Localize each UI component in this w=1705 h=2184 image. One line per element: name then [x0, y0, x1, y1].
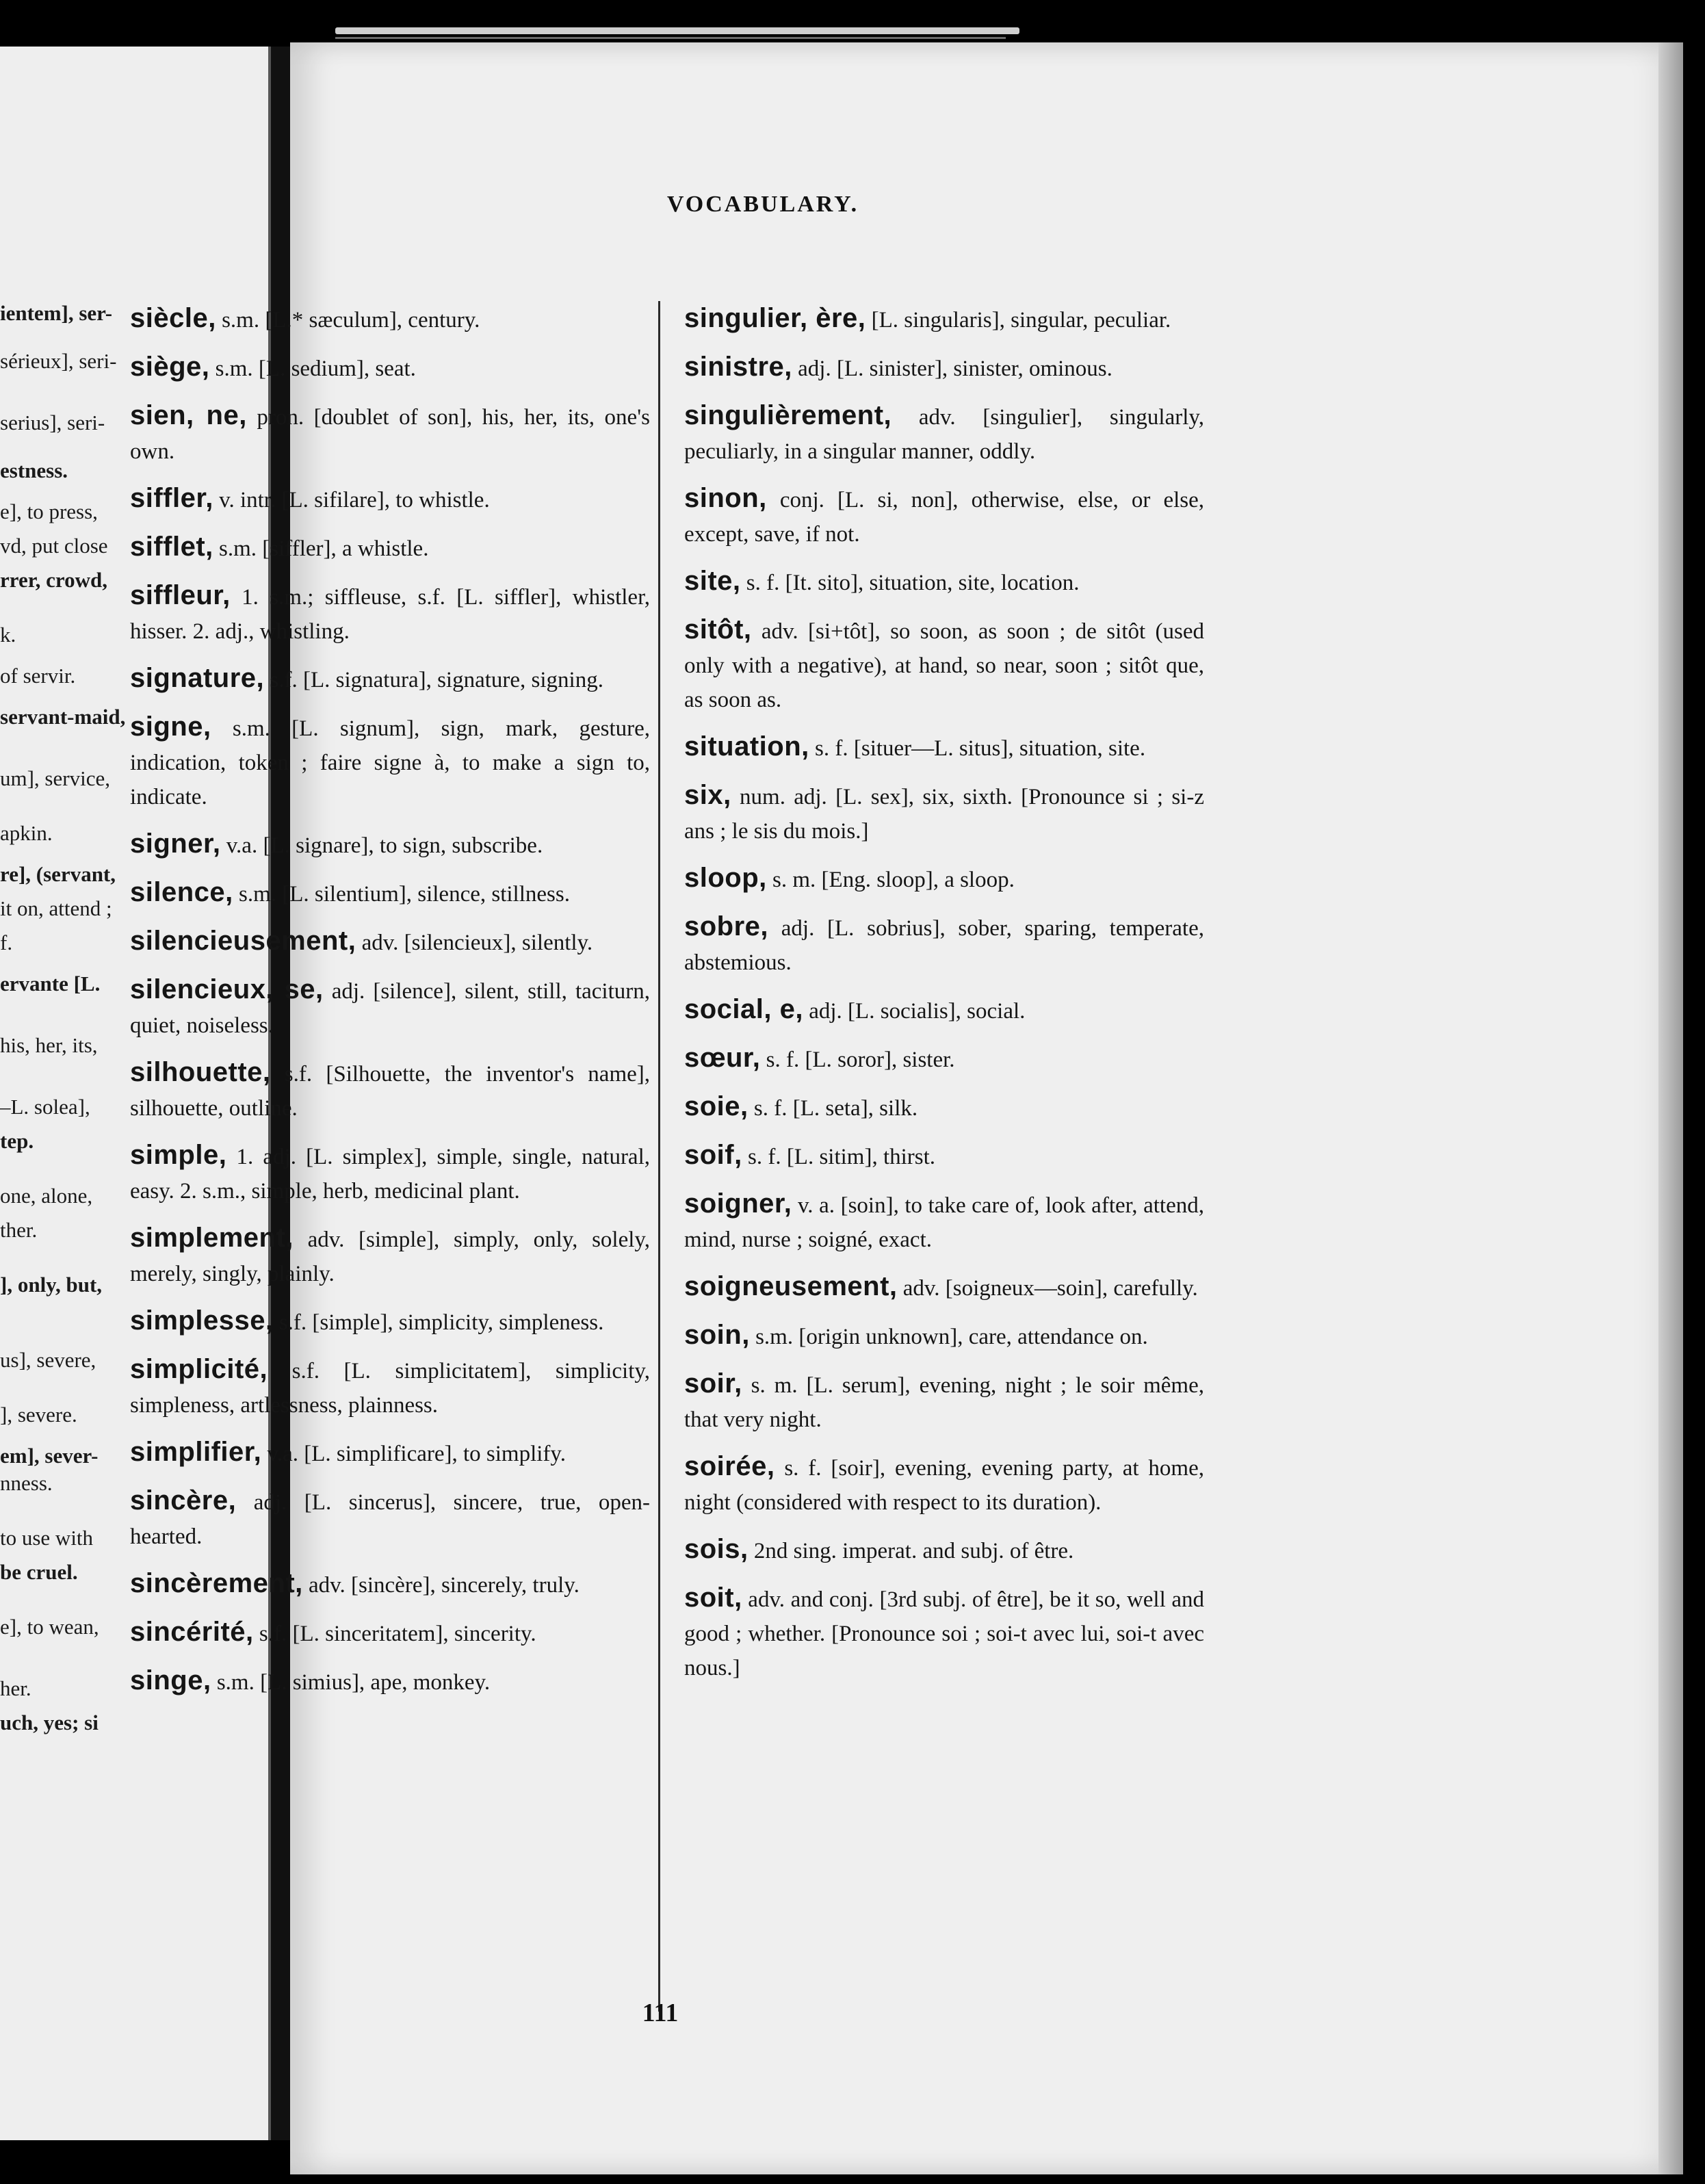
- entry-definition: s.f. [L. signatura], signature, signing.: [264, 668, 603, 692]
- entry-definition: s.f. [simple], simplicity, simpleness.: [273, 1310, 604, 1335]
- dictionary-entry: [130, 1352, 650, 1422]
- left-page-fragment: f.: [0, 931, 13, 954]
- dictionary-entry: [684, 909, 1204, 980]
- dictionary-entry: [684, 1318, 1204, 1354]
- dictionary-entry: [130, 578, 650, 649]
- page-number: 111: [642, 1999, 679, 2027]
- binding-rule-shadow: [335, 37, 1006, 39]
- entry-definition: conj. [L. si, non], otherwise, else, or else, except, save, if not.: [684, 488, 1204, 547]
- dictionary-entry: [130, 481, 650, 517]
- dictionary-entry: [130, 398, 650, 469]
- entry-headword: sincèrement,: [130, 1568, 303, 1598]
- scan-top-band: [0, 0, 1705, 48]
- left-page-fragment: ther.: [0, 1218, 38, 1242]
- left-page-fragment: ientem], ser-: [0, 301, 113, 325]
- dictionary-entry: [684, 992, 1204, 1028]
- entry-headword: sincère,: [130, 1485, 237, 1516]
- entry-headword: soigneusement,: [684, 1271, 898, 1301]
- dictionary-entry: [130, 301, 650, 337]
- right-column: [684, 301, 1204, 1698]
- dictionary-entry: [130, 875, 650, 911]
- entry-headword: six,: [684, 780, 731, 810]
- entry-headword: sitôt,: [684, 614, 752, 645]
- entry-headword: sobre,: [684, 911, 769, 941]
- entry-definition: num. adj. [L. sex], six, sixth. [Pronounce si ; si-z ans ; le sis du mois.]: [684, 785, 1204, 844]
- left-page-fragment: of servir.: [0, 664, 76, 688]
- entry-definition: s.m. [origin unknown], care, attendance on.: [749, 1325, 1148, 1349]
- entry-headword: simplement,: [130, 1223, 294, 1253]
- entry-definition: s.f. [L. simplicitatem], simplicity, simpleness, artlessness, plainness.: [130, 1359, 650, 1418]
- entry-definition: s. f. [It. sito], situation, site, location.: [740, 571, 1080, 595]
- entry-definition: adv. [sincère], sincerely, truly.: [302, 1573, 580, 1598]
- entry-headword: soigner,: [684, 1188, 792, 1219]
- left-page-fragment: serius], seri-: [0, 411, 105, 434]
- dictionary-entry: [130, 972, 650, 1043]
- entry-headword: sloop,: [684, 863, 767, 893]
- entry-definition: adv. [si+tôt], so soon, as soon ; de sitôt (used only with a negative), at hand, so near, soon ; sitôt que, as soon as.: [684, 619, 1204, 712]
- entry-definition: s. f. [situer—L. situs], situation, site.: [809, 736, 1146, 761]
- left-page-fragment: her.: [0, 1676, 31, 1700]
- dictionary-entry: [130, 1663, 650, 1700]
- entry-definition: pron. [doublet of son], his, her, its, one's own.: [130, 405, 650, 464]
- entry-headword: sinon,: [684, 483, 767, 513]
- entry-definition: [L. singularis], singular, peculiar.: [865, 308, 1171, 333]
- entry-headword: sinistre,: [684, 352, 792, 382]
- left-page-fragment: apkin.: [0, 821, 53, 845]
- entry-headword: sœur,: [684, 1043, 761, 1073]
- entry-headword: soir,: [684, 1368, 742, 1399]
- page-header: VOCABULARY.: [666, 192, 859, 217]
- dictionary-entry: [130, 350, 650, 386]
- dictionary-entry: [684, 1041, 1204, 1077]
- entry-definition: s.m. [L.* sæculum], century.: [216, 308, 480, 333]
- entry-definition: adj. [L. sinister], sinister, ominous.: [792, 356, 1112, 381]
- entry-headword: sifflet,: [130, 532, 213, 562]
- dictionary-entry: [130, 1221, 650, 1291]
- dictionary-entry: [684, 1366, 1204, 1437]
- left-page-fragment: e], to wean,: [0, 1615, 99, 1639]
- entry-headword: siffler,: [130, 483, 213, 513]
- entry-definition: v.a. [L. simplificare], to simplify.: [261, 1442, 567, 1466]
- entry-headword: signer,: [130, 829, 221, 859]
- entry-definition: v. a. [soin], to take care of, look after, attend, mind, nurse ; soigné, exact.: [684, 1193, 1204, 1252]
- entry-definition: s.m. [siffler], a whistle.: [213, 536, 429, 561]
- dictionary-entry: [684, 1532, 1204, 1568]
- dictionary-entry: [684, 1581, 1204, 1685]
- left-page-fragment: e], to press,: [0, 499, 98, 523]
- entry-headword: signature,: [130, 663, 265, 693]
- entry-headword: sincérité,: [130, 1617, 254, 1647]
- entry-definition: adv. [soigneux—soin], carefully.: [897, 1276, 1198, 1301]
- dictionary-entry: [130, 827, 650, 863]
- entry-headword: siège,: [130, 352, 210, 382]
- entry-headword: silhouette,: [130, 1057, 271, 1087]
- entry-definition: 1. adj. [L. simplex], simple, single, natural, easy. 2. s.m., simple, herb, medicinal plant.: [130, 1145, 650, 1204]
- entry-headword: soirée,: [684, 1451, 775, 1481]
- left-page-fragment: –L. solea],: [0, 1095, 90, 1119]
- dictionary-entry: [684, 481, 1204, 551]
- dictionary-entry: [684, 398, 1204, 469]
- entry-definition: adj. [L. socialis], social.: [803, 999, 1026, 1024]
- dictionary-entry: [684, 1138, 1204, 1174]
- entry-headword: situation,: [684, 731, 809, 762]
- entry-headword: soin,: [684, 1320, 750, 1350]
- entry-definition: adv. [silencieux], silently.: [356, 931, 593, 955]
- left-page-fragment: servant-maid,: [0, 705, 126, 729]
- left-page-fragment: it on, attend ;: [0, 896, 112, 920]
- left-page-fragment: re], (servant,: [0, 862, 116, 886]
- entry-headword: singulier, ère,: [684, 303, 866, 333]
- entry-headword: simplicité,: [130, 1354, 268, 1384]
- dictionary-entry: [684, 301, 1204, 337]
- left-page-fragment: em], sever-: [0, 1444, 99, 1468]
- entry-definition: adv. and conj. [3rd subj. of être], be it so, well and good ; whether. [Pronounce soi ; soi-t avec lui, soi-t avec nous.]: [684, 1587, 1204, 1680]
- left-page-fragment: be cruel.: [0, 1560, 78, 1584]
- entry-definition: s.m. [L. simius], ape, monkey.: [211, 1670, 491, 1695]
- column-divider: [658, 301, 660, 2012]
- left-page-fragment: tep.: [0, 1129, 34, 1153]
- entry-definition: s. f. [L. seta], silk.: [748, 1096, 918, 1121]
- entry-headword: soif,: [684, 1140, 742, 1170]
- entry-definition: s.m. [L. silentium], silence, stillness.: [233, 882, 570, 907]
- entry-definition: s. f. [L. sitim], thirst.: [742, 1145, 936, 1169]
- dictionary-entry: [684, 350, 1204, 386]
- entry-headword: simple,: [130, 1140, 227, 1170]
- dictionary-entry: [684, 729, 1204, 766]
- dictionary-entry: [130, 530, 650, 566]
- entry-definition: adj. [L. sobrius], sober, sparing, temperate, abstemious.: [684, 916, 1204, 975]
- left-page-fragment: one, alone,: [0, 1184, 93, 1208]
- dictionary-entry: [684, 612, 1204, 717]
- dictionary-entry: [684, 1186, 1204, 1257]
- entry-definition: s. f. [soir], evening, evening party, at home, night (considered with respect to its duration).: [684, 1456, 1204, 1515]
- left-column: [130, 301, 650, 1712]
- dictionary-entry: [130, 710, 650, 814]
- entry-headword: silencieusement,: [130, 926, 356, 956]
- entry-headword: social, e,: [684, 994, 803, 1024]
- entry-headword: soit,: [684, 1583, 742, 1613]
- entry-definition: adj. [silence], silent, still, taciturn, quiet, noiseless.: [130, 979, 650, 1038]
- entry-definition: 2nd sing. imperat. and subj. of être.: [748, 1539, 1074, 1563]
- entry-definition: s.m. [L. sedium], seat.: [209, 356, 416, 381]
- entry-definition: s. m. [L. serum], evening, night ; le soir même, that very night.: [684, 1373, 1204, 1432]
- dictionary-entry: [130, 661, 650, 697]
- entry-definition: s.f. [L. sinceritatem], sincerity.: [253, 1622, 536, 1646]
- entry-definition: v.a. [L. signare], to sign, subscribe.: [220, 833, 543, 858]
- dictionary-entry: [130, 1138, 650, 1208]
- entry-definition: s. m. [Eng. sloop], a sloop.: [766, 868, 1015, 892]
- dictionary-entry: [130, 1615, 650, 1651]
- entry-definition: adv. [singulier], singularly, peculiarly, in a singular manner, oddly.: [684, 405, 1204, 464]
- binding-rule: [335, 27, 1019, 34]
- dictionary-entry: [684, 564, 1204, 600]
- entry-headword: silence,: [130, 877, 233, 907]
- left-page-fragment: us], severe,: [0, 1348, 96, 1372]
- entry-headword: silencieux, se,: [130, 974, 324, 1004]
- dictionary-entry: [684, 1089, 1204, 1126]
- left-page-fragment: vd, put close: [0, 534, 108, 558]
- dictionary-entry: [130, 1483, 650, 1554]
- left-page-fragment: uch, yes; si: [0, 1711, 99, 1734]
- dictionary-entry: [130, 924, 650, 960]
- left-page-fragment: his, her, its,: [0, 1033, 98, 1057]
- entry-headword: simplifier,: [130, 1437, 262, 1467]
- dictionary-entry: [684, 861, 1204, 897]
- entry-headword: siffleur,: [130, 580, 231, 610]
- entry-definition: s.m. [L. signum], sign, mark, gesture, indication, token ; faire signe à, to make a sign to, indicate.: [130, 716, 650, 809]
- entry-headword: soie,: [684, 1091, 749, 1121]
- dictionary-entry: [684, 778, 1204, 848]
- dictionary-entry: [130, 1566, 650, 1602]
- entry-definition: s.f. [Silhouette, the inventor's name], silhouette, outline.: [130, 1062, 650, 1121]
- dictionary-entry: [130, 1055, 650, 1126]
- dictionary-entry: [130, 1435, 650, 1471]
- left-page-fragment: nness.: [0, 1471, 53, 1495]
- entry-headword: singulièrement,: [684, 400, 892, 430]
- entry-headword: siècle,: [130, 303, 216, 333]
- left-page-fragment: to use with: [0, 1526, 94, 1550]
- page-edge: [1658, 42, 1683, 2174]
- entry-definition: adj. [L. sincerus], sincere, true, open-hearted.: [130, 1490, 650, 1549]
- entry-headword: simplesse,: [130, 1305, 274, 1336]
- entry-definition: v. intr. [L. sifilare], to whistle.: [213, 488, 490, 512]
- entry-definition: adv. [simple], simply, only, solely, merely, singly, plainly.: [130, 1227, 650, 1286]
- dictionary-entry: [130, 1303, 650, 1340]
- left-page-fragment: rrer, crowd,: [0, 568, 107, 592]
- dictionary-entry: [684, 1269, 1204, 1305]
- entry-headword: site,: [684, 566, 741, 596]
- entry-headword: signe,: [130, 712, 211, 742]
- entry-headword: sien, ne,: [130, 400, 247, 430]
- dictionary-entry: [684, 1449, 1204, 1520]
- left-page-fragment: estness.: [0, 458, 68, 482]
- left-page-fragment: um], service,: [0, 766, 110, 790]
- left-page-fragment: sérieux], seri-: [0, 349, 117, 373]
- entry-definition: s. f. [L. soror], sister.: [760, 1048, 955, 1072]
- left-page-fragment: ], only, but,: [0, 1273, 103, 1297]
- entry-definition: 1. s.m.; siffleuse, s.f. [L. siffler], whistler, hisser. 2. adj., whistling.: [130, 585, 650, 644]
- entry-headword: singe,: [130, 1665, 211, 1695]
- left-page-fragment: ], severe.: [0, 1403, 77, 1427]
- left-page-fragment: k.: [0, 623, 16, 647]
- left-page-fragment: ervante [L.: [0, 972, 101, 996]
- entry-headword: sois,: [684, 1534, 749, 1564]
